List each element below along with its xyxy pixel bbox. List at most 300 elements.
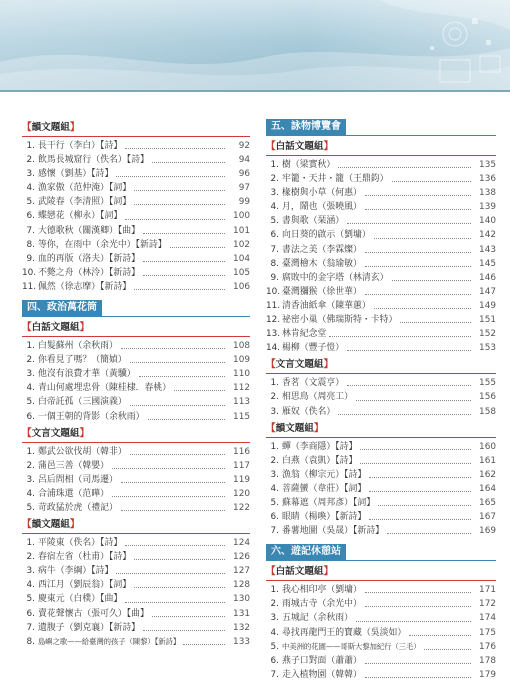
page-number: 124 xyxy=(233,538,250,549)
entry-title: 平陵東（佚名）【詩】 xyxy=(38,538,123,549)
dot-leader xyxy=(130,405,225,406)
group-divider xyxy=(22,533,250,534)
entry-number: 2. xyxy=(270,174,279,185)
page-number: 105 xyxy=(233,267,250,278)
toc-entry[interactable] xyxy=(266,200,496,214)
dot-leader xyxy=(143,261,225,262)
toc-entry[interactable] xyxy=(22,266,250,280)
page-number: 165 xyxy=(479,497,496,508)
dot-leader xyxy=(365,266,471,267)
group-title: 白話文題組 xyxy=(275,141,324,152)
toc-entry[interactable] xyxy=(22,550,250,564)
toc-entry[interactable] xyxy=(22,181,250,195)
page-number: 138 xyxy=(479,188,496,199)
page-number: 156 xyxy=(479,392,496,403)
page-number: 117 xyxy=(233,460,250,471)
entry-number: 9. xyxy=(270,272,279,283)
entry-number: 7. xyxy=(26,622,35,633)
toc-entry[interactable] xyxy=(22,280,250,294)
entry-title: 白燕（袁凱）【詩】 xyxy=(282,455,358,466)
dot-leader xyxy=(338,167,471,168)
toc-entry[interactable] xyxy=(266,285,496,299)
dot-leader xyxy=(365,252,471,253)
page-number: 160 xyxy=(479,441,496,452)
entry-title: 合浦珠還（范曄） xyxy=(38,488,109,499)
toc-entry[interactable] xyxy=(266,271,496,285)
page-number: 97 xyxy=(238,183,250,194)
entry-number: 3. xyxy=(26,474,35,485)
entry-number: 1. xyxy=(26,341,35,352)
toc-entry[interactable] xyxy=(22,139,250,153)
group-title: 白話文題組 xyxy=(31,322,80,334)
section-underline xyxy=(266,560,496,561)
entry-title: 白帝託孤（三國演義） xyxy=(38,397,127,408)
entry-title: 腐敗中的金字塔（林清玄） xyxy=(282,272,389,283)
section-underline xyxy=(22,316,250,317)
toc-entry[interactable] xyxy=(22,445,250,459)
toc-entry[interactable] xyxy=(266,668,496,682)
toc-entry[interactable] xyxy=(22,578,250,592)
bracket-close: 】 xyxy=(69,519,80,531)
entry-title: 樹（梁實秋） xyxy=(282,160,336,170)
entry-number: 3. xyxy=(270,613,279,624)
entry-title: 椽樹與小草（何惠） xyxy=(282,188,362,199)
toc-entry[interactable] xyxy=(22,381,250,395)
toc-entry[interactable] xyxy=(266,468,496,482)
toc-entry[interactable] xyxy=(22,410,250,424)
entry-title: 菩薩蠻（韋莊）【詞】 xyxy=(282,483,367,494)
dot-leader xyxy=(378,505,471,506)
page-number: 133 xyxy=(233,636,250,647)
toc-entry[interactable] xyxy=(266,583,496,597)
bracket-close: 】 xyxy=(323,141,334,152)
dot-leader xyxy=(125,148,225,149)
toc-entry[interactable] xyxy=(22,501,250,515)
page-number: 116 xyxy=(233,446,250,457)
entry-title: 雨城古寺（余光中） xyxy=(282,599,362,610)
toc-entry[interactable] xyxy=(266,158,496,172)
toc-entry[interactable] xyxy=(266,654,496,668)
entry-number: 7. xyxy=(26,225,35,236)
toc-entry[interactable] xyxy=(266,597,496,611)
toc-entry[interactable] xyxy=(266,376,496,390)
page-number: 115 xyxy=(233,411,250,422)
page-number: 101 xyxy=(233,225,250,236)
page-number: 158 xyxy=(479,406,496,417)
entry-number: 5. xyxy=(270,216,279,227)
entry-number: 7. xyxy=(270,669,279,680)
dot-leader xyxy=(356,400,471,401)
entry-title: 佩然（徐志摩）【新詩】 xyxy=(38,281,132,292)
entry-title: 他沒有浪費才華（黃驥） xyxy=(38,369,136,380)
entry-title: 眼睛（楊喚）【新詩】 xyxy=(282,512,367,523)
entry-number: 2. xyxy=(270,392,279,403)
entry-number: 1. xyxy=(270,160,279,170)
toc-entry[interactable] xyxy=(266,172,496,186)
toc-entry[interactable] xyxy=(22,367,250,381)
dot-leader xyxy=(392,181,472,182)
entry-title: 蘇幕遮（周邦彥）【詞】 xyxy=(282,497,376,508)
entry-number: 7. xyxy=(270,244,279,255)
dot-leader xyxy=(170,247,225,248)
entry-title: 遺腹子（劉克襄）【新詩】 xyxy=(38,622,141,633)
entry-title: 尋找再龍門王的寶藏（吳淡如） xyxy=(282,627,407,638)
toc-entry[interactable] xyxy=(22,224,250,238)
dot-leader xyxy=(121,482,225,483)
page-number: 122 xyxy=(233,502,250,513)
toc-entry[interactable] xyxy=(266,341,496,355)
group-title: 文言文題組 xyxy=(275,359,324,371)
toc-entry[interactable] xyxy=(266,390,496,404)
entry-number: 3. xyxy=(270,469,279,480)
dot-leader xyxy=(125,545,225,546)
entry-title: 相思鳥（周亮工） xyxy=(282,392,353,403)
toc-entry[interactable] xyxy=(22,209,250,223)
toc-entry[interactable] xyxy=(22,621,250,635)
entry-number: 3. xyxy=(26,169,35,180)
toc-entry[interactable] xyxy=(266,243,496,257)
dot-leader xyxy=(347,385,471,386)
entry-title: 鄭武公欲伐胡（韓非） xyxy=(38,446,127,457)
entry-number: 5. xyxy=(270,641,279,652)
entry-number: 6. xyxy=(270,655,279,666)
entry-number: 8. xyxy=(26,239,35,250)
entry-number: 4. xyxy=(26,488,35,499)
dot-leader xyxy=(400,322,471,323)
entry-number: 5. xyxy=(26,397,35,408)
entry-number: 4. xyxy=(270,483,279,494)
dot-leader xyxy=(409,635,471,636)
entry-title: 病牛（李綱）【詩】 xyxy=(38,566,114,577)
entry-number: 2. xyxy=(26,155,35,166)
entry-title: 臺灣檜木（翁瑜敏） xyxy=(282,258,362,269)
toc-entry[interactable] xyxy=(266,299,496,313)
entry-title: 你看見了嗎？（簡媜） xyxy=(38,355,127,366)
toc-entry[interactable] xyxy=(266,327,496,341)
dot-leader xyxy=(392,280,472,281)
entry-number: 6. xyxy=(270,230,279,241)
dot-leader xyxy=(143,630,225,631)
toc-entry[interactable] xyxy=(266,496,496,510)
page-number: 176 xyxy=(479,641,496,652)
page-number: 153 xyxy=(479,343,496,354)
entry-number: 6. xyxy=(26,608,35,619)
entry-title: 中美洲的花園——哥斯大黎加紀行（三毛） xyxy=(282,641,421,651)
entry-number: 1. xyxy=(26,141,35,151)
dot-leader xyxy=(356,621,471,622)
entry-title: 牢籠・天井・籠（王鼎鈞） xyxy=(282,174,389,185)
entry-title: 西江月（劉辰翁）【詞】 xyxy=(38,580,132,591)
page-number: 99 xyxy=(238,197,250,208)
page-number: 92 xyxy=(238,141,250,151)
entry-number: 2. xyxy=(26,552,35,563)
group-title: 韻文題組 xyxy=(275,422,314,434)
section-title: 四、政治萬花筒 xyxy=(22,300,102,316)
page-number: 155 xyxy=(479,378,496,389)
group-heading xyxy=(266,140,496,154)
page-number: 161 xyxy=(479,455,496,466)
entry-number: 1. xyxy=(270,378,279,389)
toc-entry[interactable] xyxy=(22,167,250,181)
dot-leader xyxy=(143,275,225,276)
toc-entry[interactable] xyxy=(266,626,496,640)
banner-bottom-edge xyxy=(0,90,510,92)
bracket-close: 】 xyxy=(323,359,334,371)
entry-title: 蟬（李商隱）【詩】 xyxy=(282,441,358,452)
page-number: 139 xyxy=(479,202,496,213)
group-divider xyxy=(22,442,250,443)
toc-entry[interactable] xyxy=(22,592,250,606)
page-number: 169 xyxy=(479,526,496,537)
dot-leader xyxy=(121,510,225,511)
entry-title: 向日葵的啟示（劉墉） xyxy=(282,230,371,241)
entry-title: 等你，在雨中（余光中）【新詩】 xyxy=(38,239,167,250)
page-number: 127 xyxy=(233,566,250,577)
dot-leader xyxy=(116,573,225,574)
bracket-close: 】 xyxy=(313,422,324,434)
toc-entry[interactable] xyxy=(22,252,250,266)
toc-entry[interactable] xyxy=(266,454,496,468)
section-underline xyxy=(266,135,496,136)
entry-number: 3. xyxy=(270,406,279,417)
entry-title: 月，鬧也（張曉風） xyxy=(282,202,362,213)
group-title: 白話文題組 xyxy=(275,566,324,578)
entry-number: 6. xyxy=(270,512,279,523)
group-heading xyxy=(22,427,250,441)
page-number: 149 xyxy=(479,300,496,311)
entry-number: 3. xyxy=(26,566,35,577)
bracket-close: 】 xyxy=(69,122,80,133)
entry-number: 7. xyxy=(270,526,279,537)
toc-entry[interactable] xyxy=(266,482,496,496)
dot-leader xyxy=(338,414,471,415)
section-title: 五、詠物博覽會 xyxy=(266,119,346,135)
page-number: 126 xyxy=(233,552,250,563)
dot-leader xyxy=(360,449,471,450)
page-number: 119 xyxy=(233,474,250,485)
bracket-open: 【 xyxy=(22,322,32,334)
page-number: 110 xyxy=(233,369,250,380)
entry-number: 1. xyxy=(26,446,35,457)
page-number: 145 xyxy=(479,258,496,269)
page-number: 112 xyxy=(233,383,250,394)
page-number: 136 xyxy=(479,174,496,185)
entry-number: 9. xyxy=(26,253,35,264)
toc-entry[interactable] xyxy=(266,640,496,654)
page-number: 162 xyxy=(479,469,496,480)
toc-entry[interactable] xyxy=(22,473,250,487)
toc-entry[interactable] xyxy=(22,459,250,473)
group-divider xyxy=(22,336,250,337)
dot-leader xyxy=(152,616,225,617)
entry-title: 一個王朝的背影（余秋雨） xyxy=(38,411,145,422)
dot-leader xyxy=(329,336,471,337)
entry-number: 5. xyxy=(26,502,35,513)
toc-entry[interactable] xyxy=(22,564,250,578)
entry-number: 1. xyxy=(26,538,35,549)
toc-entry[interactable] xyxy=(266,313,496,327)
toc-entry[interactable] xyxy=(266,228,496,242)
entry-title: 書與歌（琹涵） xyxy=(282,216,345,227)
entry-title: 白髮蘇州（余秋雨） xyxy=(38,341,118,352)
dot-leader xyxy=(360,463,471,464)
entry-number: 2. xyxy=(270,599,279,610)
dot-leader xyxy=(139,376,225,377)
page-number: 179 xyxy=(479,669,496,680)
toc-entry[interactable] xyxy=(266,405,496,419)
toc-entry[interactable] xyxy=(22,635,250,649)
toc-entry[interactable] xyxy=(266,611,496,625)
banner-wave-decoration xyxy=(0,0,510,92)
entry-title: 番薯地圖（吳晟）【新詩】 xyxy=(282,526,385,537)
toc-entry[interactable] xyxy=(266,440,496,454)
dot-leader xyxy=(112,468,225,469)
entry-number: 4. xyxy=(270,627,279,638)
dot-leader xyxy=(134,190,225,191)
dot-leader xyxy=(365,195,471,196)
group-heading xyxy=(22,518,250,532)
dot-leader xyxy=(116,176,225,177)
entry-number: 10. xyxy=(22,267,37,278)
entry-title: 蒲邑三善（韓嬰） xyxy=(38,460,109,471)
toc-entry[interactable] xyxy=(22,238,250,252)
entry-title: 五城記（余秋雨） xyxy=(282,613,353,624)
page-number: 104 xyxy=(233,253,250,264)
page-number: 131 xyxy=(233,608,250,619)
page-number: 132 xyxy=(233,622,250,633)
page-number: 113 xyxy=(233,397,250,408)
toc-entry[interactable] xyxy=(266,257,496,271)
entry-number: 11. xyxy=(266,300,281,311)
entry-number: 12. xyxy=(266,315,281,326)
entry-title: 血的再版（洛夫）【新詩】 xyxy=(38,253,141,264)
entry-number: 8. xyxy=(270,258,279,269)
entry-title: 雁奴（佚名） xyxy=(282,406,336,417)
entry-number: 13. xyxy=(266,329,281,340)
entry-title: 苛政猛於虎（禮記） xyxy=(38,502,118,513)
page-number: 146 xyxy=(479,272,496,283)
header-banner xyxy=(0,0,510,92)
page-number: 128 xyxy=(233,580,250,591)
toc-entry[interactable] xyxy=(266,510,496,524)
bracket-open: 【 xyxy=(266,359,276,371)
entry-number: 4. xyxy=(26,383,35,394)
toc-entry[interactable] xyxy=(22,607,250,621)
entry-number: 11. xyxy=(22,281,37,292)
group-title: 韻文題組 xyxy=(31,122,70,133)
entry-number: 1. xyxy=(270,585,279,596)
page-number: 140 xyxy=(479,216,496,227)
page-number: 147 xyxy=(479,286,496,297)
page-number: 164 xyxy=(479,483,496,494)
entry-number: 10. xyxy=(266,286,281,297)
dot-leader xyxy=(152,162,225,163)
entry-number: 2. xyxy=(26,460,35,471)
entry-title: 臺灣獼猴（徐世華） xyxy=(282,286,362,297)
entry-title: 楊柳（豐子愷） xyxy=(282,343,345,354)
entry-number: 5. xyxy=(26,594,35,605)
entry-title: 香茗（文震亨） xyxy=(282,378,345,389)
dot-leader xyxy=(134,204,225,205)
bracket-close: 】 xyxy=(323,566,334,578)
entry-title: 漁翁（柳宗元）【詩】 xyxy=(282,469,367,480)
dot-leader xyxy=(365,294,471,295)
group-divider xyxy=(266,580,496,581)
toc-entry[interactable] xyxy=(266,524,496,538)
entry-title: 青山何處埋忠骨（陳桂棣．春桃） xyxy=(38,383,172,394)
entry-title: 春宿左省（杜甫）【詩】 xyxy=(38,552,132,563)
page-number: 106 xyxy=(233,281,250,292)
section-header xyxy=(22,299,250,318)
page-number: 130 xyxy=(233,594,250,605)
entry-title: 大德歌秋（關漢卿）【曲】 xyxy=(38,225,141,236)
dot-leader xyxy=(130,454,225,455)
dot-leader xyxy=(125,602,225,603)
group-divider xyxy=(266,437,496,438)
page-number: 96 xyxy=(238,169,250,180)
dot-leader xyxy=(365,663,471,664)
page-number: 109 xyxy=(233,355,250,366)
group-title: 韻文題組 xyxy=(31,519,70,531)
toc-entry[interactable] xyxy=(22,487,250,501)
toc-entry[interactable] xyxy=(266,186,496,200)
page-number: 172 xyxy=(479,599,496,610)
toc-entry[interactable] xyxy=(22,536,250,550)
page-number: 108 xyxy=(233,341,250,352)
dot-leader xyxy=(424,649,471,650)
entry-title: 不斃之舟（林泠）【新詩】 xyxy=(38,267,141,278)
dot-leader xyxy=(183,644,225,645)
page-number: 152 xyxy=(479,329,496,340)
dot-leader xyxy=(347,350,471,351)
entry-title: 走入植物園（韓韓） xyxy=(282,669,362,680)
page-number: 175 xyxy=(479,627,496,638)
entry-title: 燕子口對面（蕭蕭） xyxy=(282,655,362,666)
dot-leader xyxy=(112,496,225,497)
toc-entry[interactable] xyxy=(22,339,250,353)
page-number: 102 xyxy=(233,239,250,250)
bracket-close: 】 xyxy=(79,322,90,334)
bracket-open: 【 xyxy=(266,141,276,152)
entry-number: 4. xyxy=(26,183,35,194)
toc-entry[interactable] xyxy=(22,395,250,409)
page-number: 143 xyxy=(479,244,496,255)
toc-entry[interactable] xyxy=(22,195,250,209)
page-number: 167 xyxy=(479,512,496,523)
entry-number: 14. xyxy=(266,343,281,354)
page-number: 174 xyxy=(479,613,496,624)
dot-leader xyxy=(148,419,226,420)
dot-leader xyxy=(369,477,471,478)
group-heading xyxy=(266,358,496,372)
entry-number: 3. xyxy=(270,188,279,199)
dot-leader xyxy=(369,491,471,492)
entry-title: 我心相印亭（劉墉） xyxy=(282,585,362,596)
section-header xyxy=(266,543,496,562)
toc-entry[interactable] xyxy=(22,153,250,167)
toc-entry[interactable] xyxy=(266,214,496,228)
dot-leader xyxy=(143,233,225,234)
dot-leader xyxy=(387,533,471,534)
bracket-close: 】 xyxy=(79,427,90,439)
entry-title: 清香油紙傘（陳華蕙） xyxy=(282,300,371,311)
page-number: 120 xyxy=(233,488,250,499)
entry-number: 4. xyxy=(270,202,279,213)
toc-entry[interactable] xyxy=(22,353,250,367)
dot-leader xyxy=(174,390,225,391)
dot-leader xyxy=(130,362,225,363)
entry-number: 3. xyxy=(26,369,35,380)
